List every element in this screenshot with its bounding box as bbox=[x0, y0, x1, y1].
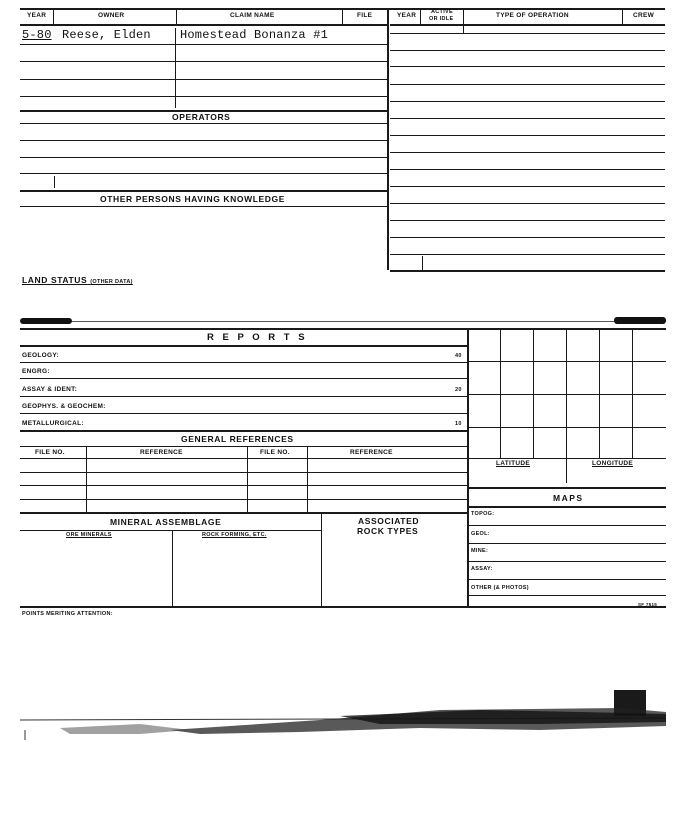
genref-reference-2: REFERENCE bbox=[350, 449, 393, 456]
right-row-line bbox=[390, 254, 665, 255]
right-row-line bbox=[390, 237, 665, 238]
grid-v bbox=[533, 328, 534, 458]
map-row-line bbox=[467, 525, 666, 526]
col-sep bbox=[342, 8, 343, 25]
map-row-line bbox=[467, 543, 666, 544]
row-line bbox=[20, 96, 387, 97]
right-row-line bbox=[390, 270, 665, 272]
punch-mark-right bbox=[614, 317, 666, 324]
col-header-year: YEAR bbox=[27, 12, 47, 19]
col-header-type-of-operation: TYPE OF OPERATION bbox=[496, 12, 569, 19]
entry-year: 5-80 bbox=[22, 28, 52, 42]
latitude-label: LATITUDE bbox=[496, 460, 531, 467]
land-status-label: LAND STATUS bbox=[22, 275, 88, 285]
reports-right-sep bbox=[467, 328, 469, 606]
land-status-heading bbox=[22, 276, 133, 286]
genref-row-line bbox=[20, 485, 467, 486]
mineral-col-sep bbox=[172, 530, 173, 606]
col-sep bbox=[463, 8, 464, 33]
small-tick bbox=[54, 176, 55, 188]
col-sep bbox=[53, 8, 54, 25]
col-header-file: FILE bbox=[357, 12, 373, 19]
genref-title-line bbox=[20, 446, 467, 447]
grid-h bbox=[467, 427, 666, 428]
col-header-claim-name: CLAIM NAME bbox=[230, 12, 275, 19]
report-row-line bbox=[20, 430, 467, 432]
right-row-line bbox=[390, 50, 665, 51]
map-row-line bbox=[467, 595, 666, 596]
map-topog: TOPOG: bbox=[471, 511, 495, 517]
maps-title-line bbox=[467, 506, 666, 508]
genref-reference-1: REFERENCE bbox=[140, 449, 183, 456]
map-geol: GEOL: bbox=[471, 531, 490, 537]
header-underline-left bbox=[20, 24, 388, 26]
row-line bbox=[20, 123, 387, 124]
right-row-line bbox=[390, 220, 665, 221]
report-geology: GEOLOGY: bbox=[22, 352, 59, 359]
map-row-line bbox=[467, 579, 666, 580]
col-sep bbox=[420, 8, 421, 25]
row-line bbox=[20, 79, 387, 80]
col-header-owner: OWNER bbox=[98, 12, 125, 19]
row-line bbox=[20, 173, 387, 174]
genref-header-line bbox=[20, 458, 467, 459]
genref-file-no-1: FILE NO. bbox=[35, 449, 65, 456]
right-row-line bbox=[390, 33, 665, 34]
genref-file-no-2: FILE NO. bbox=[260, 449, 290, 456]
map-mine: MINE: bbox=[471, 548, 489, 554]
fold-line bbox=[70, 321, 615, 322]
right-row-line bbox=[390, 101, 665, 102]
col-header-active: ACTIVE bbox=[431, 9, 453, 15]
row-line bbox=[20, 140, 387, 141]
col-header-year-2: YEAR bbox=[397, 12, 417, 19]
col-sep bbox=[176, 8, 177, 25]
report-geophys: GEOPHYS. & GEOCHEM: bbox=[22, 403, 106, 410]
genref-row-line bbox=[20, 499, 467, 500]
report-metallurgical-num: 10 bbox=[455, 421, 462, 427]
col-sep-file bbox=[387, 8, 389, 270]
grid-v bbox=[500, 328, 501, 458]
maps-title: MAPS bbox=[553, 493, 584, 503]
report-metallurgical: METALLURGICAL: bbox=[22, 420, 84, 427]
row-line bbox=[20, 157, 387, 158]
report-row-line bbox=[20, 378, 467, 379]
row-line bbox=[20, 61, 387, 62]
associated-rock-types-2: ROCK TYPES bbox=[357, 526, 419, 536]
report-assay: ASSAY & IDENT: bbox=[22, 386, 78, 393]
right-col-sep bbox=[422, 256, 423, 270]
report-engrg: ENGRG: bbox=[22, 368, 50, 375]
report-assay-num: 20 bbox=[455, 387, 462, 393]
other-persons-heading: OTHER PERSONS HAVING KNOWLEDGE bbox=[100, 194, 286, 204]
scan-noise-band bbox=[20, 690, 666, 740]
right-row-line bbox=[390, 135, 665, 136]
operators-heading: OPERATORS bbox=[172, 112, 231, 122]
report-row-line bbox=[20, 413, 467, 414]
genref-col-sep bbox=[247, 446, 248, 512]
col-header-or-idle: OR IDLE bbox=[429, 16, 454, 22]
entry-claim-name: Homestead Bonanza #1 bbox=[180, 28, 329, 42]
right-row-line bbox=[390, 118, 665, 119]
land-status-sub: (OTHER DATA) bbox=[90, 279, 133, 285]
genref-row-line bbox=[20, 472, 467, 473]
map-other: OTHER (& PHOTOS) bbox=[471, 585, 529, 591]
ore-minerals-header: ORE MINERALS bbox=[66, 532, 112, 538]
col-sep bbox=[622, 8, 623, 25]
genref-col-sep bbox=[307, 446, 308, 512]
grid-v bbox=[566, 328, 567, 483]
row-line bbox=[20, 190, 387, 192]
row-line bbox=[20, 44, 387, 45]
reports-top-border bbox=[20, 328, 666, 330]
points-meriting-attention: POINTS MERITING ATTENTION: bbox=[22, 611, 113, 617]
report-row-line bbox=[20, 362, 467, 363]
map-assay: ASSAY: bbox=[471, 566, 493, 572]
grid-h bbox=[467, 361, 666, 362]
mineral-assoc-sep bbox=[321, 512, 322, 606]
header-underline-right bbox=[390, 24, 665, 26]
grid-h bbox=[467, 394, 666, 395]
rock-forming-header: ROCK FORMING, ETC. bbox=[202, 532, 267, 538]
associated-rock-types-1: ASSOCIATED bbox=[358, 516, 420, 526]
longitude-label: LONGITUDE bbox=[592, 460, 633, 467]
grid-v bbox=[599, 328, 600, 458]
punch-mark-left bbox=[20, 318, 72, 324]
right-row-line bbox=[390, 169, 665, 170]
general-references-title: GENERAL REFERENCES bbox=[181, 434, 294, 444]
row-line bbox=[20, 206, 387, 207]
lower-bottom-border bbox=[20, 606, 666, 608]
entry-owner: Reese, Elden bbox=[62, 28, 151, 42]
grid-h bbox=[467, 458, 666, 459]
col-header-crew: CREW bbox=[633, 12, 655, 19]
coords-bottom-line bbox=[467, 487, 666, 489]
genref-bottom-line bbox=[20, 512, 467, 514]
grid-v bbox=[632, 328, 633, 458]
genref-col-sep bbox=[86, 446, 87, 512]
right-row-line bbox=[390, 66, 665, 67]
reports-title-line bbox=[20, 345, 467, 347]
mineral-subheader-line bbox=[20, 530, 321, 531]
right-row-line bbox=[390, 152, 665, 153]
right-row-line bbox=[390, 84, 665, 85]
map-row-line bbox=[467, 561, 666, 562]
form-code: SF 7515 bbox=[638, 602, 658, 607]
right-row-line bbox=[390, 186, 665, 187]
reports-title: R E P O R T S bbox=[207, 332, 308, 343]
mineral-assemblage-title: MINERAL ASSEMBLAGE bbox=[110, 517, 222, 527]
report-geology-num: 40 bbox=[455, 353, 462, 359]
report-row-line bbox=[20, 396, 467, 397]
right-row-line bbox=[390, 203, 665, 204]
